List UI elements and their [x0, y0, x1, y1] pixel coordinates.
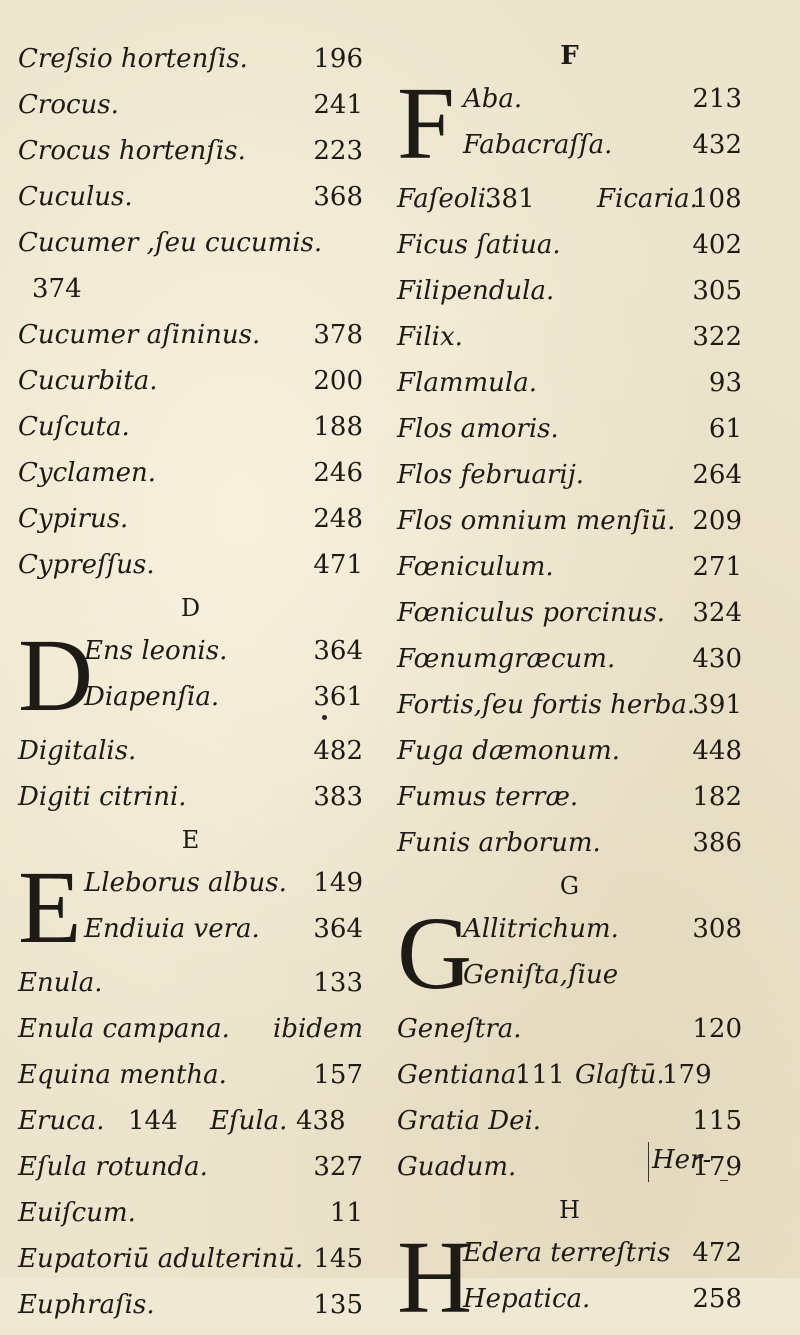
entry-term: Filix.: [397, 322, 463, 352]
entry-page-number: 305: [692, 276, 742, 306]
index-entry: [18, 174, 363, 220]
entry-term: Cucumer aſininus.: [18, 320, 261, 350]
section-letter-d: D: [180, 594, 201, 622]
index-entry: [397, 1230, 742, 1276]
index-entry: [18, 860, 363, 906]
entry-term: Cyclamen.: [18, 458, 157, 488]
entry-term: Euphraſis.: [18, 1290, 155, 1320]
index-entry: [397, 820, 742, 866]
decorated-initial: F: [397, 66, 455, 181]
entry-page-number: 471: [313, 550, 363, 580]
entry-page-number: 133: [313, 968, 363, 998]
index-entry: [18, 266, 363, 312]
entry-term: Flammula.: [397, 368, 537, 398]
entry-page-number: 209: [692, 506, 742, 536]
index-entry: [397, 682, 742, 728]
decorated-initial: E: [18, 850, 82, 965]
entry-page-number: 11: [329, 1198, 363, 1228]
entry-page-number: 120: [692, 1014, 742, 1044]
entry-term: Ens leonis.: [84, 636, 228, 666]
section-e-initial: [18, 850, 363, 965]
entry-term: Funis arborum.: [397, 828, 601, 858]
entry-term: Cuculus.: [18, 182, 133, 212]
entry-page-number: 448: [692, 736, 742, 766]
index-entry: [397, 498, 742, 544]
index-entry: [18, 358, 363, 404]
entry-page-number: 135: [313, 1290, 363, 1320]
entry-term: Gentiana.: [397, 1060, 525, 1090]
entry-page-number: 196: [313, 44, 363, 74]
entry-term: Geniſta,ſiue: [463, 960, 619, 990]
decorated-initial: H: [397, 1220, 473, 1335]
entry-page-number: 93: [708, 368, 742, 398]
index-entry: [18, 312, 363, 358]
entry-term: Flos februarij.: [397, 460, 585, 490]
entry-term: Filipendula.: [397, 276, 555, 306]
decorated-initial: G: [397, 896, 473, 1011]
entry-term: Lleborus albus.: [84, 868, 287, 898]
entry-page-number: 223: [313, 136, 363, 166]
index-entry-double: [18, 1098, 363, 1144]
entry-page-number: 271: [692, 552, 742, 582]
decorated-initial: D: [18, 618, 94, 733]
index-entry: [18, 82, 363, 128]
index-entry: [18, 674, 363, 720]
index-entry: [397, 590, 742, 636]
entry-page-number: 383: [313, 782, 363, 812]
section-letter-e: E: [181, 826, 200, 854]
index-column-right: [397, 36, 742, 1335]
entry-term: Guadum.: [397, 1152, 517, 1182]
entry-term: Fabacraſſa.: [463, 130, 613, 160]
index-entry: [397, 268, 742, 314]
entry-term: Flos omnium menſiū.: [397, 506, 676, 536]
index-entry: [397, 1006, 742, 1052]
entry-page-number: 246: [313, 458, 363, 488]
entry-term-second: Ficaria.: [597, 184, 698, 214]
section-g-initial: [397, 896, 742, 1011]
index-entry: [397, 360, 742, 406]
entry-term: Aba.: [463, 84, 523, 114]
index-entry: [18, 906, 363, 952]
index-entry: [397, 1098, 742, 1144]
index-entry: [397, 76, 742, 122]
entry-term: Cucumer ,ſeu cucumis.: [18, 228, 323, 258]
entry-term: Faſeoli.: [397, 184, 495, 214]
entry-term: 374: [32, 274, 82, 304]
index-entry-double: [397, 176, 742, 222]
entry-page-number: 115: [692, 1106, 742, 1136]
index-entry: [18, 1052, 363, 1098]
catchword-mark: [720, 1176, 728, 1181]
entry-term: Eſula rotunda.: [18, 1152, 208, 1182]
index-entry: [18, 774, 363, 820]
entry-page-number: 200: [313, 366, 363, 396]
section-h-initial: [397, 1220, 742, 1335]
entry-term: Eupatoriū adulterinū.: [18, 1244, 304, 1274]
entry-page-number: 144: [128, 1106, 178, 1136]
entry-page-number: 61: [708, 414, 742, 444]
entry-term: Cypreſſus.: [18, 550, 155, 580]
entry-term: Enula.: [18, 968, 103, 998]
index-entry: [397, 906, 742, 952]
entry-page-number: 111: [515, 1060, 565, 1090]
entry-term: Equina mentha.: [18, 1060, 227, 1090]
entry-term: Fortis,ſeu fortis herba.: [397, 690, 696, 720]
index-entry: [18, 128, 363, 174]
entry-page-number: 308: [692, 914, 742, 944]
section-letter-g: G: [559, 872, 580, 900]
index-entry-double: [397, 1052, 742, 1098]
entry-term: Geneſtra.: [397, 1014, 522, 1044]
index-entry: [397, 728, 742, 774]
index-entry: [18, 1236, 363, 1282]
entry-page-number: 264: [692, 460, 742, 490]
entry-term: Endiuia vera.: [84, 914, 260, 944]
entry-page-number: 430: [692, 644, 742, 674]
entry-term: Ficus ſatiua.: [397, 230, 561, 260]
index-entry: [18, 960, 363, 1006]
entry-page-number: 386: [692, 828, 742, 858]
entry-page-number: 145: [313, 1244, 363, 1274]
section-letter-h: H: [559, 1196, 580, 1224]
index-entry: [397, 952, 742, 998]
entry-term: Flos amoris.: [397, 414, 559, 444]
entry-page-number: 241: [313, 90, 363, 120]
index-entry: [18, 728, 363, 774]
index-entry: [18, 542, 363, 588]
index-entry: [18, 1006, 363, 1052]
entry-page-number-second: 179: [662, 1060, 712, 1090]
index-entry: [18, 1144, 363, 1190]
entry-term: Edera terreſtris: [463, 1238, 671, 1268]
entry-page-number-second: 108: [692, 184, 742, 214]
entry-term: Fœniculus porcinus.: [397, 598, 666, 628]
entry-page-number: 368: [313, 182, 363, 212]
entry-page-number: 361: [313, 682, 363, 712]
catchword: Her-: [652, 1145, 712, 1175]
index-entry: [397, 1276, 742, 1322]
entry-term: Digitalis.: [18, 736, 137, 766]
index-entry: [397, 122, 742, 168]
index-entry: [397, 314, 742, 360]
entry-page-number: 179: [692, 1152, 742, 1182]
entry-term: Fœnumgræcum.: [397, 644, 616, 674]
index-entry: [397, 636, 742, 682]
entry-term: Digiti citrini.: [18, 782, 187, 812]
entry-page-number: 248: [313, 504, 363, 534]
entry-page-number: 378: [313, 320, 363, 350]
index-column-left: [18, 36, 363, 1328]
entry-page-number: 402: [692, 230, 742, 260]
index-entry: [18, 36, 363, 82]
entry-term: Creſsio hortenſis.: [18, 44, 248, 74]
entry-term: Crocus.: [18, 90, 119, 120]
entry-term-second: Glaſtū.: [575, 1060, 665, 1090]
entry-page-number: ibidem: [273, 1014, 363, 1044]
index-entry: [18, 496, 363, 542]
entry-page-number: 472: [692, 1238, 742, 1268]
index-entry: [397, 406, 742, 452]
index-entry: [397, 544, 742, 590]
entry-term: Gratia Dei.: [397, 1106, 542, 1136]
entry-term-second: Eſula.: [210, 1106, 288, 1136]
entry-term: Hepatica.: [463, 1284, 591, 1314]
index-entry: [18, 450, 363, 496]
entry-page-number: 482: [313, 736, 363, 766]
entry-term: Fuga dæmonum.: [397, 736, 620, 766]
entry-page-number: 381: [485, 184, 535, 214]
index-entry: [18, 404, 363, 450]
section-d-initial: [18, 618, 363, 733]
entry-page-number: 432: [692, 130, 742, 160]
entry-page-number: 149: [313, 868, 363, 898]
entry-page-number: 327: [313, 1152, 363, 1182]
index-entry: [397, 774, 742, 820]
index-entry: [18, 1190, 363, 1236]
entry-page-number: 182: [692, 782, 742, 812]
section-f-initial: [397, 66, 742, 181]
entry-term: Cypirus.: [18, 504, 129, 534]
index-entry: [18, 1282, 363, 1328]
entry-term: Cuſcuta.: [18, 412, 130, 442]
entry-term: Eruca.: [18, 1106, 105, 1136]
entry-page-number: 364: [313, 914, 363, 944]
index-entry: [397, 452, 742, 498]
entry-page-number: 258: [692, 1284, 742, 1314]
ink-speck: [322, 715, 327, 720]
index-entry: [397, 222, 742, 268]
entry-term: Diapenſia.: [84, 682, 220, 712]
index-entry: [18, 220, 363, 266]
entry-term: Fumus terræ.: [397, 782, 579, 812]
entry-page-number: 364: [313, 636, 363, 666]
entry-page-number: 322: [692, 322, 742, 352]
entry-term: Allitrichum.: [463, 914, 619, 944]
entry-term: Cucurbita.: [18, 366, 158, 396]
entry-page-number: 157: [313, 1060, 363, 1090]
entry-term: Crocus hortenſis.: [18, 136, 246, 166]
entry-term: Euiſcum.: [18, 1198, 136, 1228]
entry-page-number: 391: [692, 690, 742, 720]
entry-page-number: 324: [692, 598, 742, 628]
index-entry: [18, 628, 363, 674]
entry-term: Fœniculum.: [397, 552, 554, 582]
entry-page-number: 213: [692, 84, 742, 114]
entry-term: Enula campana.: [18, 1014, 230, 1044]
entry-page-number: 188: [313, 412, 363, 442]
section-letter-f: F: [560, 41, 579, 71]
entry-page-number-second: 438: [296, 1106, 346, 1136]
